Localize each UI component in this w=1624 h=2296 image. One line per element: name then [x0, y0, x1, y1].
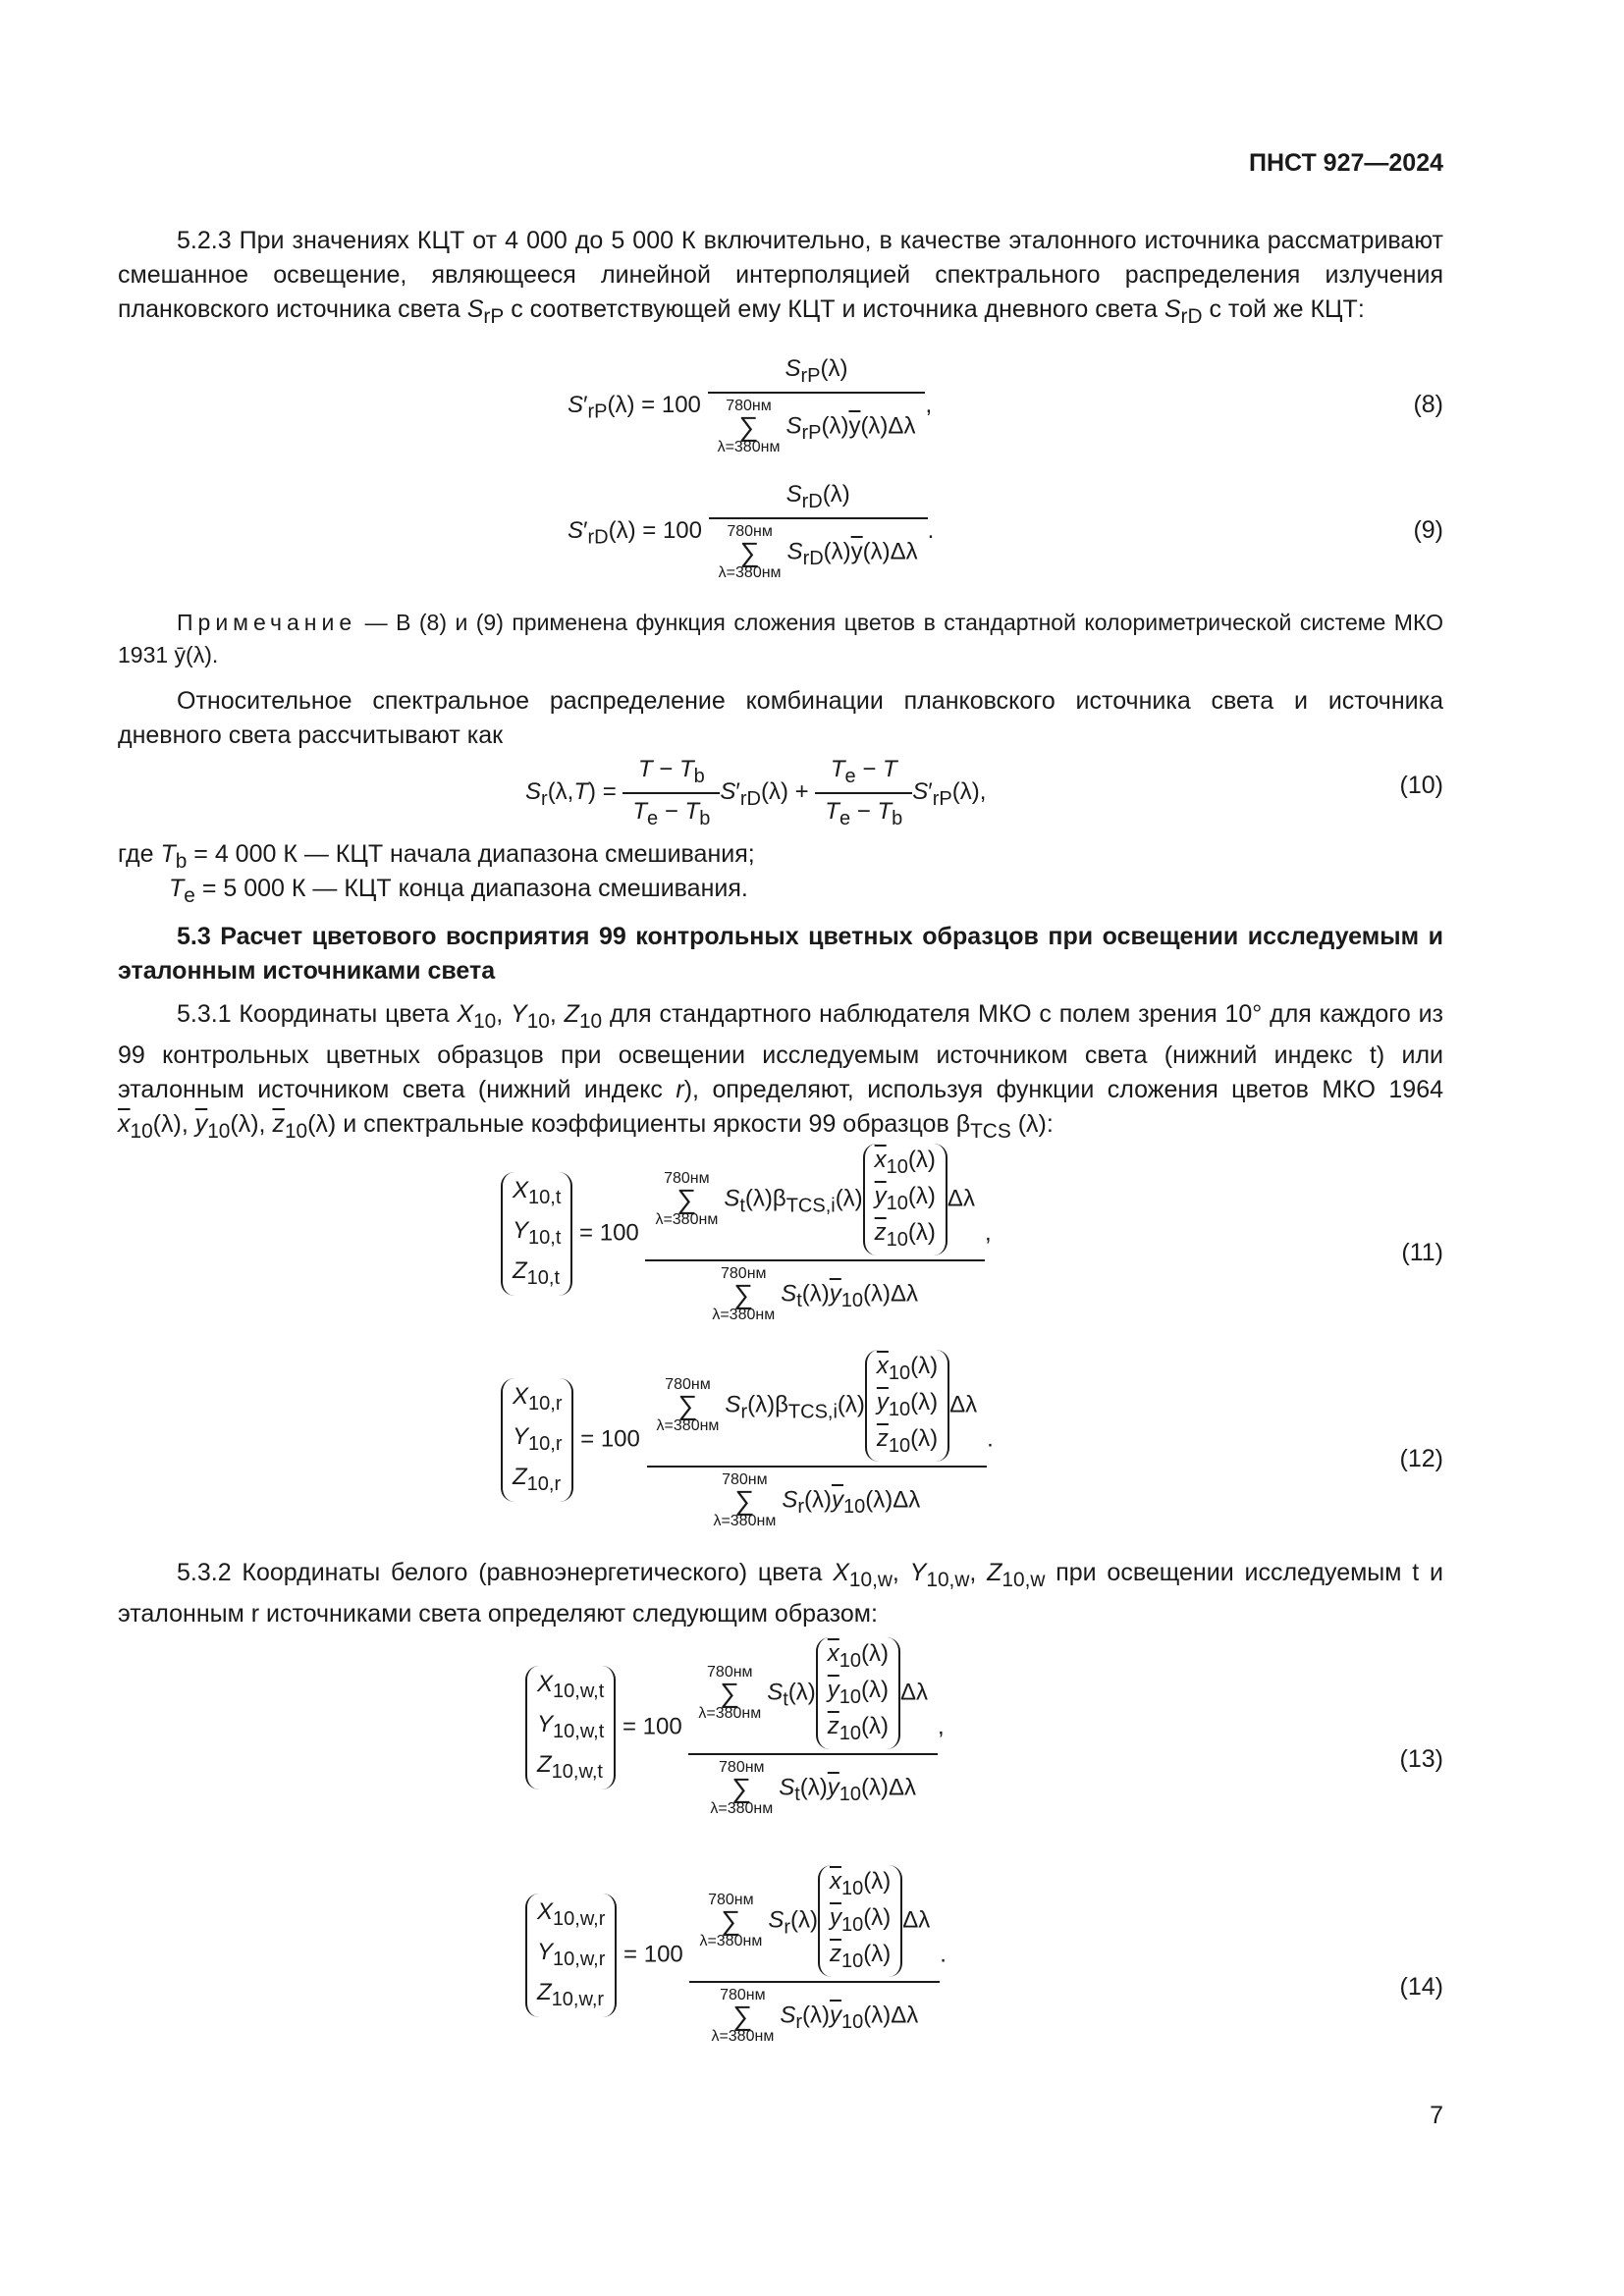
- note: [118, 607, 1443, 671]
- paragraph-5-3-2: 5.3.2 Координаты белого (равноэнергетического) цвета $X_{10,w}$, $Y_{10,w}$, $Z_{10,w}$ при освещении исследуемым t и эталонным r источниками света определяют следующим образом:: [118, 1559, 1443, 1628]
- note-text: — В (8) и (9) применена функция сложения цветов в стандартной колориметрической системе МКО 1931 ȳ(λ).: [118, 610, 1443, 667]
- document-id: ПНСТ 927—2024: [1249, 149, 1443, 177]
- equation-number-14: (14): [1399, 1973, 1443, 2001]
- paragraph-5-2-3: 5.2.3 При значениях КЦТ от 4 000 до 5 000 К включительно, в качестве эталонного источника рассматривают смешанное освещение, являющееся линейной интерполяцией спектрального распределения излучения планковского источника света $S_{rP}$ с соответствующей ему КЦТ и источника дневного света $S_{rD}$ с той же КЦТ:: [118, 227, 1443, 328]
- equation-10: $S_r(\lambda,T)$ = $\frac{T - T_b}{T_e - T_b}$ $S'_{rD}(\lambda)$ + $\frac{T_e - T}{T_e - T_b}$ $S'_{rP}(\lambda)$,: [525, 756, 987, 829]
- paragraph-relative-spd: Относительное спектральное распределение комбинации планковского источника света и источника дневного света рассчитывают как: [118, 687, 1443, 749]
- equation-number-11: (11): [1401, 1239, 1443, 1266]
- where-line-2: $T_e = 5$ 000 К — КЦТ конца диапазона смешивания.: [169, 875, 748, 907]
- equation-9: $S'_{rD}(\lambda) = 100$ $S_{rD}(\lambda)$ 780нм ∑ $\lambda=380нмS_{rD}(\lambda)\overline{y}(\lambda)\Delta\lambda$ .: [568, 481, 935, 581]
- equation-number-13: (13): [1399, 1745, 1443, 1773]
- paragraph-text: 5.2.3 При значениях КЦТ от 4 000 до 5 000 К включительно, в качестве эталонного источника рассматривают смешанное освещение, являющееся линейной интерполяцией спектрального распределения излучения планковского источника света: [118, 227, 1443, 323]
- equation-number-12: (12): [1399, 1445, 1443, 1472]
- equation-12: $X_{10,r}$ $Y_{10,r}$ $Z_{10,r} = 100$ 780нм ∑ $\lambda=380нмS_r(\lambda)\beta_{TCS,i}(\lambda)\overline{x}_{10}(\lambda)$ $\overline{y}_{10}(\lambda)$ $\overline{z}_{10}(\lambda)\Delta\lambda$ 780нм ∑ $\lambda=380нмS_r(\lambda)\overline{y}_{10}(\lambda)\Delta\lambda$ .: [501, 1350, 994, 1530]
- equation-number-10: (10): [1399, 772, 1443, 799]
- paragraph-5-3-1: 5.3.1 Координаты цвета $X_{10}$, $Y_{10}$, $Z_{10}$ для стандартного наблюдателя МКО с полем зрения 10° для каждого из 99 контрольных цветных образцов при освещении исследуемым источником света (нижний индекс t) или эталонным источником света (нижний индекс r), определяют, используя функции сложения цветов МКО 1964 $\overline{x}_{10}(\lambda)$, $\overline{y}_{10}(\lambda)$, $\overline{z}_{10}(\lambda)$ и спектральные коэффициенты яркости 99 образцов $\beta_{TCS}$ (λ):: [118, 1000, 1444, 1143]
- section-5-3-heading: 5.3 Расчет цветового восприятия 99 контрольных цветных образцов при освещении исследуемым и эталонным источниками света: [118, 923, 1443, 985]
- equation-14: $X_{10,w,r}$ $Y_{10,w,r}$ $Z_{10,w,r} = 100$ 780нм ∑ $\lambda=380нмS_r(\lambda)\overline{x}_{10}(\lambda)$ $\overline{y}_{10}(\lambda)$ $\overline{z}_{10}(\lambda)\Delta\lambda$ 780нм ∑ $\lambda=380нмS_r(\lambda)\overline{y}_{10}(\lambda)\Delta\lambda$ .: [525, 1865, 947, 2046]
- where-line-1: где $T_b = 4$ 000 К — КЦТ начала диапазона смешивания;: [118, 840, 755, 873]
- equation-number-9: (9): [1413, 516, 1443, 544]
- equation-11: $X_{10,t}$ $Y_{10,t}$ $Z_{10,t} = 100$ 780нм ∑ $\lambda=380нмS_t(\lambda)\beta_{TCS,i}(\lambda)\overline{x}_{10}(\lambda)$ $\overline{y}_{10}(\lambda)$ $\overline{z}_{10}(\lambda)\Delta\lambda$ 780нм ∑ $\lambda=380нмS_t(\lambda)\overline{y}_{10}(\lambda)\Delta\lambda$ ,: [501, 1144, 992, 1324]
- page-number: 7: [1430, 2102, 1443, 2129]
- equation-13: $X_{10,w,t}$ $Y_{10,w,t}$ $Z_{10,w,t} = 100$ 780нм ∑ $\lambda=380нмS_t(\lambda)\overline{x}_{10}(\lambda)$ $\overline{y}_{10}(\lambda)$ $\overline{z}_{10}(\lambda)\Delta\lambda$ 780нм ∑ $\lambda=380нмS_t(\lambda)\overline{y}_{10}(\lambda)\Delta\lambda$ ,: [525, 1637, 945, 1818]
- equation-8: $S'_{rP}(\lambda) = 100$ $S_{rP}(\lambda)$ 780нм ∑ $\lambda=380нмS_{rP}(\lambda)\overline{y}(\lambda)\Delta\lambda$ ,: [568, 355, 933, 455]
- note-label: Примечание: [177, 610, 357, 635]
- equation-number-8: (8): [1413, 391, 1443, 418]
